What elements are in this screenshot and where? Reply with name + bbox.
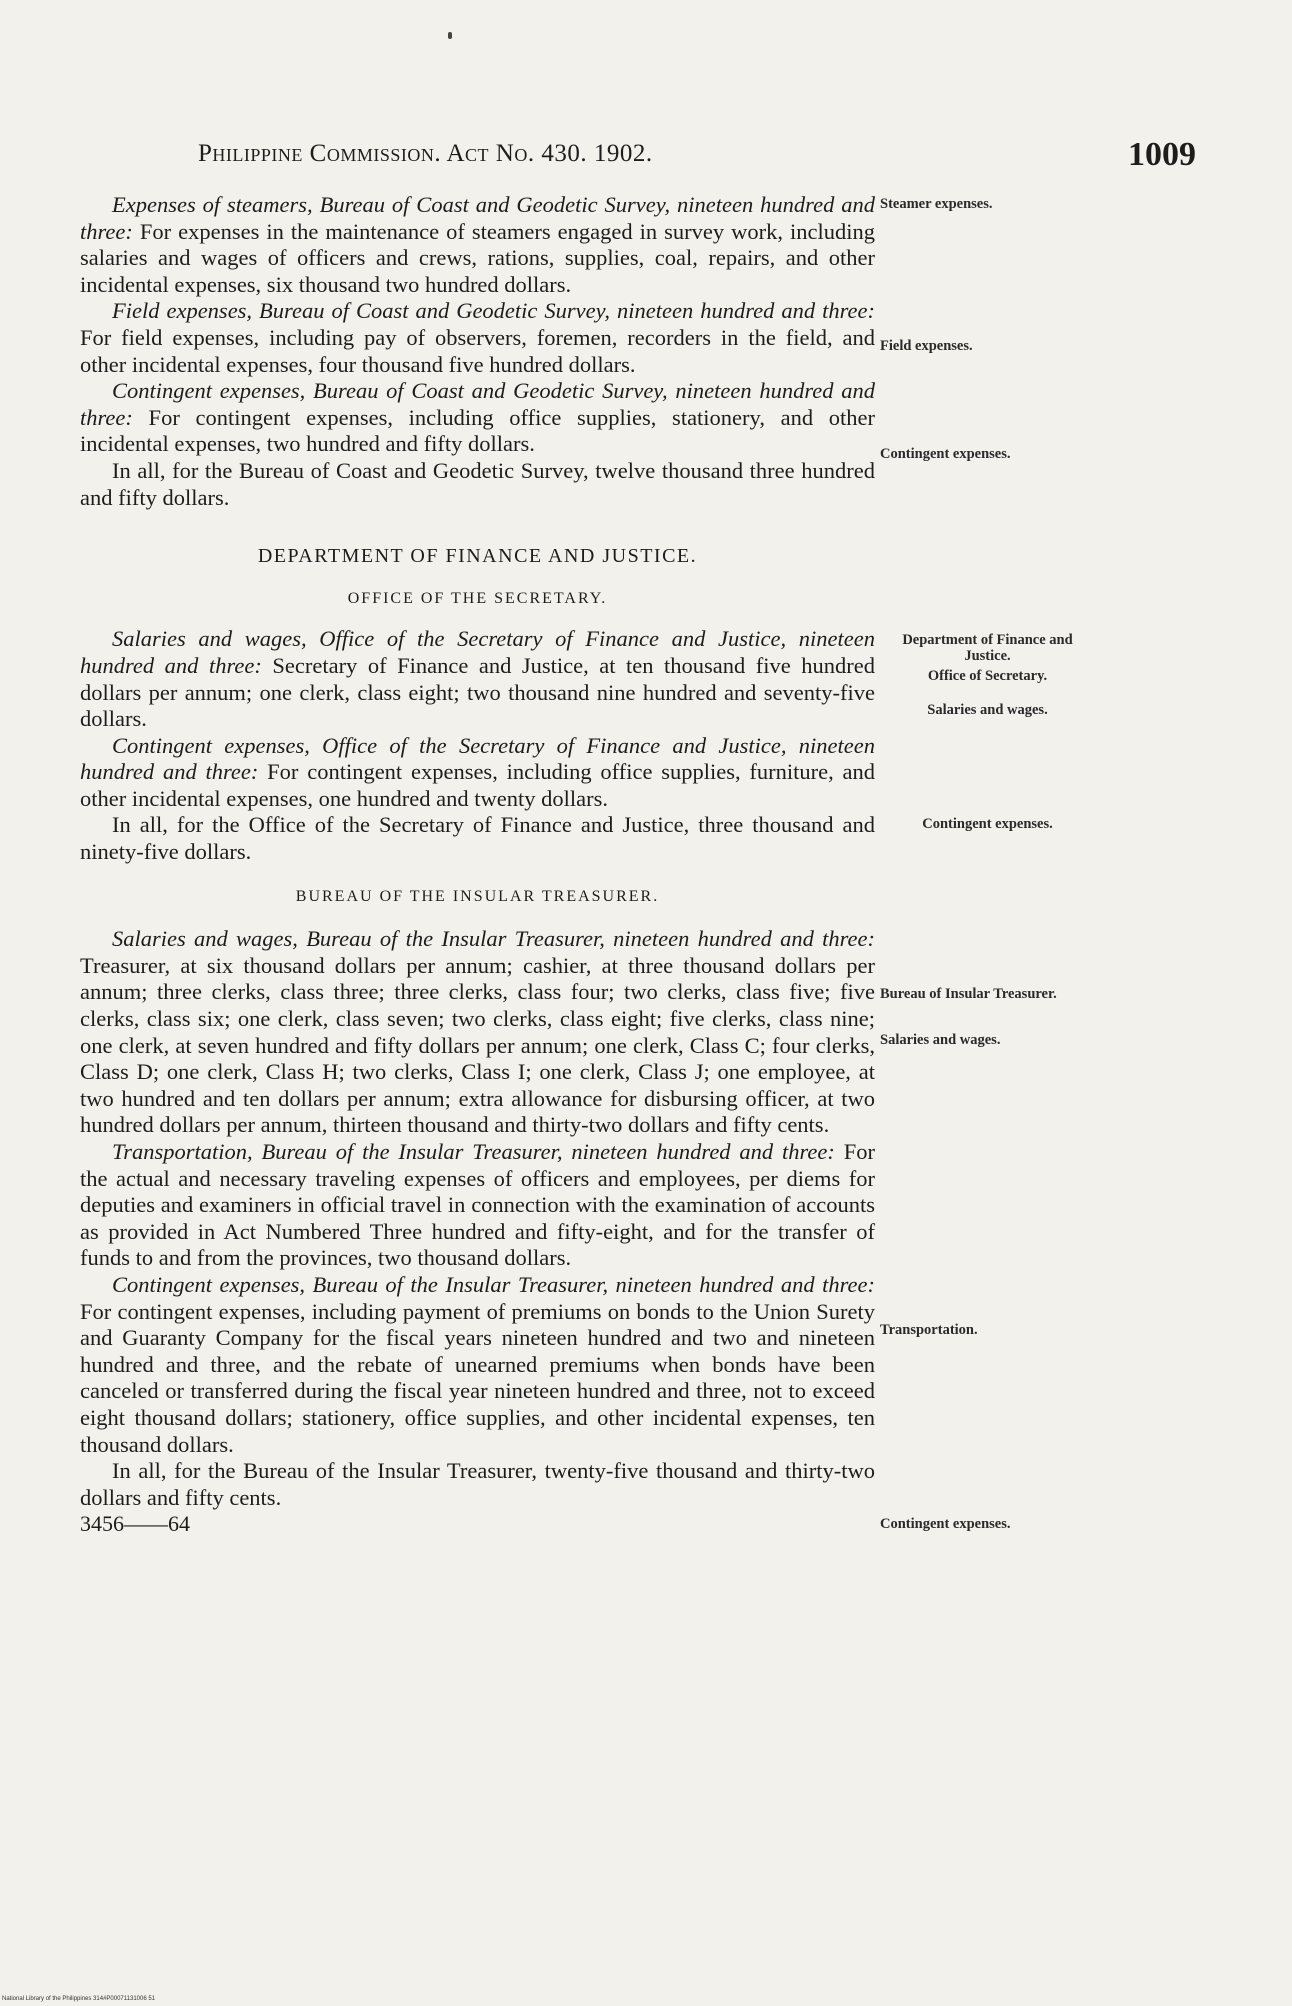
paragraph-total-survey: In all, for the Bureau of Coast and Geodetic Survey, twelve thousand three hundred and fifty dollars. (80, 457, 875, 510)
paragraph-total-treasurer: In all, for the Bureau of the Insular Treasurer, twenty-five thousand and thirty-two dollars and fifty cents. (80, 1458, 875, 1510)
sidenote-office: Office of Secretary. (927, 668, 1048, 684)
paragraph-transportation: Transportation, Bureau of the Insular Treasurer, nineteen hundred and three: For the actual and necessary traveling expenses of officers and employees, per diems for deputies and examiners in official travel in connection with the examination of accounts as provided in Act Numbered Three hundred and fifty-eight, and for the transfer of funds to and from the provinces, two thousand dollars. (80, 1139, 875, 1271)
running-header (198, 136, 1198, 176)
department-heading: DEPARTMENT OF FINANCE AND JUSTICE. (257, 545, 698, 568)
printer-signature: 3456——64 (80, 1511, 190, 1537)
sidenote-department: Department of Finance and Justice. (902, 632, 1073, 664)
paragraph-field-expenses: Field expenses, Bureau of Coast and Geodetic Survey, nineteen hundred and three: For field expenses, including pay of observers, foremen, recorders in the field, and other incidental expenses, four thousand five hundred dollars. (80, 298, 875, 377)
paragraph-total-secretary: In all, for the Office of the Secretary of Finance and Justice, three thousand and ninety-five dollars. (80, 812, 875, 865)
sidenote-salaries-treasurer: Salaries and wages. (880, 1032, 1001, 1048)
paragraph-contingent-secretary: Contingent expenses, Office of the Secretary of Finance and Justice, nineteen hundred and three: For contingent expenses, including office supplies, furniture, and other incidental expenses, one hundred and twenty dollars. (80, 732, 876, 811)
paragraph-salaries-treasurer: Salaries and wages, Bureau of the Insular Treasurer, nineteen hundred and three: Treasurer, at six thousand dollars per annum; cashier, at three thousand dollars per annum; three clerks, class three; three clerks, class four; two clerks, class five; five clerks, class six; one clerk, class seven; two clerks, class eight; five clerks, class nine; one clerk, at seven hundred and fifty dollars per annum; one clerk, Class C; four clerks, Class D; one clerk, Class H; two clerks, Class I; one clerk, Class J; one employee, at two hundred and ten dollars per annum; extra allowance for disbursing officer, at two hundred dollars per annum, thirteen thousand and thirty-two dollars and fifty cents. (80, 926, 875, 1138)
paragraph-contingent-treasurer: Contingent expenses, Bureau of the Insular Treasurer, nineteen hundred and three: For contingent expenses, including payment of premiums on bonds to the Union Surety and Guaranty Company for the fiscal years nineteen hundred and two and nineteen hundred and three, and the rebate of unearned premiums when bonds have been canceled or transferred during the fiscal year nineteen hundred and three, not to exceed eight thousand dollars; stationery, office supplies, and other incidental expenses, ten thousand dollars. (80, 1271, 875, 1457)
scan-footer: National Library of the Philippines 314#P00071131006 51 (2, 1996, 156, 2002)
paragraph-contingent-expenses-survey: Contingent expenses, Bureau of Coast and Geodetic Survey, nineteen hundred and three: For contingent expenses, including office supplies, stationery, and other incidental expenses, two hundred and fifty dollars. (80, 378, 875, 457)
sidenote-contingent-secretary: Contingent expenses. (922, 816, 1053, 832)
page-number: 1009 (1128, 136, 1196, 173)
header-title: Philippine Commission. Act No. 430. 1902. (198, 140, 653, 167)
main-text (80, 192, 875, 1538)
sidenote-salaries-secretary: Salaries and wages. (927, 702, 1048, 718)
sidenote-transportation: Transportation. (880, 1322, 978, 1338)
paragraph-salaries-secretary: Salaries and wages, Office of the Secretary of Finance and Justice, nineteen hundred and three: Secretary of Finance and Justice, at ten thousand five hundred dollars per annum; one clerk, class eight; two thousand nine hundred and seventy-five dollars. (80, 626, 875, 732)
sidenote-contingent-treasurer: Contingent expenses. (880, 1516, 1011, 1532)
office-heading: OFFICE OF THE SECRETARY. (347, 589, 608, 607)
sidenote-contingent-survey: Contingent expenses. (880, 446, 1011, 462)
sidenote-bureau: Bureau of Insular Treasurer. (880, 986, 1057, 1002)
ink-speck (448, 32, 452, 39)
paragraph-steamer-expenses: Expenses of steamers, Bureau of Coast and Geodetic Survey, nineteen hundred and three: For expenses in the maintenance of steamers engaged in survey work, including salaries and wages of officers and crews, rations, supplies, coal, repairs, and other incidental expenses, six thousand two hundred dollars. (80, 192, 875, 297)
sidenote-field: Field expenses. (880, 338, 973, 354)
sidenote-steamer: Steamer expenses. (880, 196, 993, 212)
bureau-heading: BUREAU OF THE INSULAR TREASURER. (295, 887, 660, 905)
